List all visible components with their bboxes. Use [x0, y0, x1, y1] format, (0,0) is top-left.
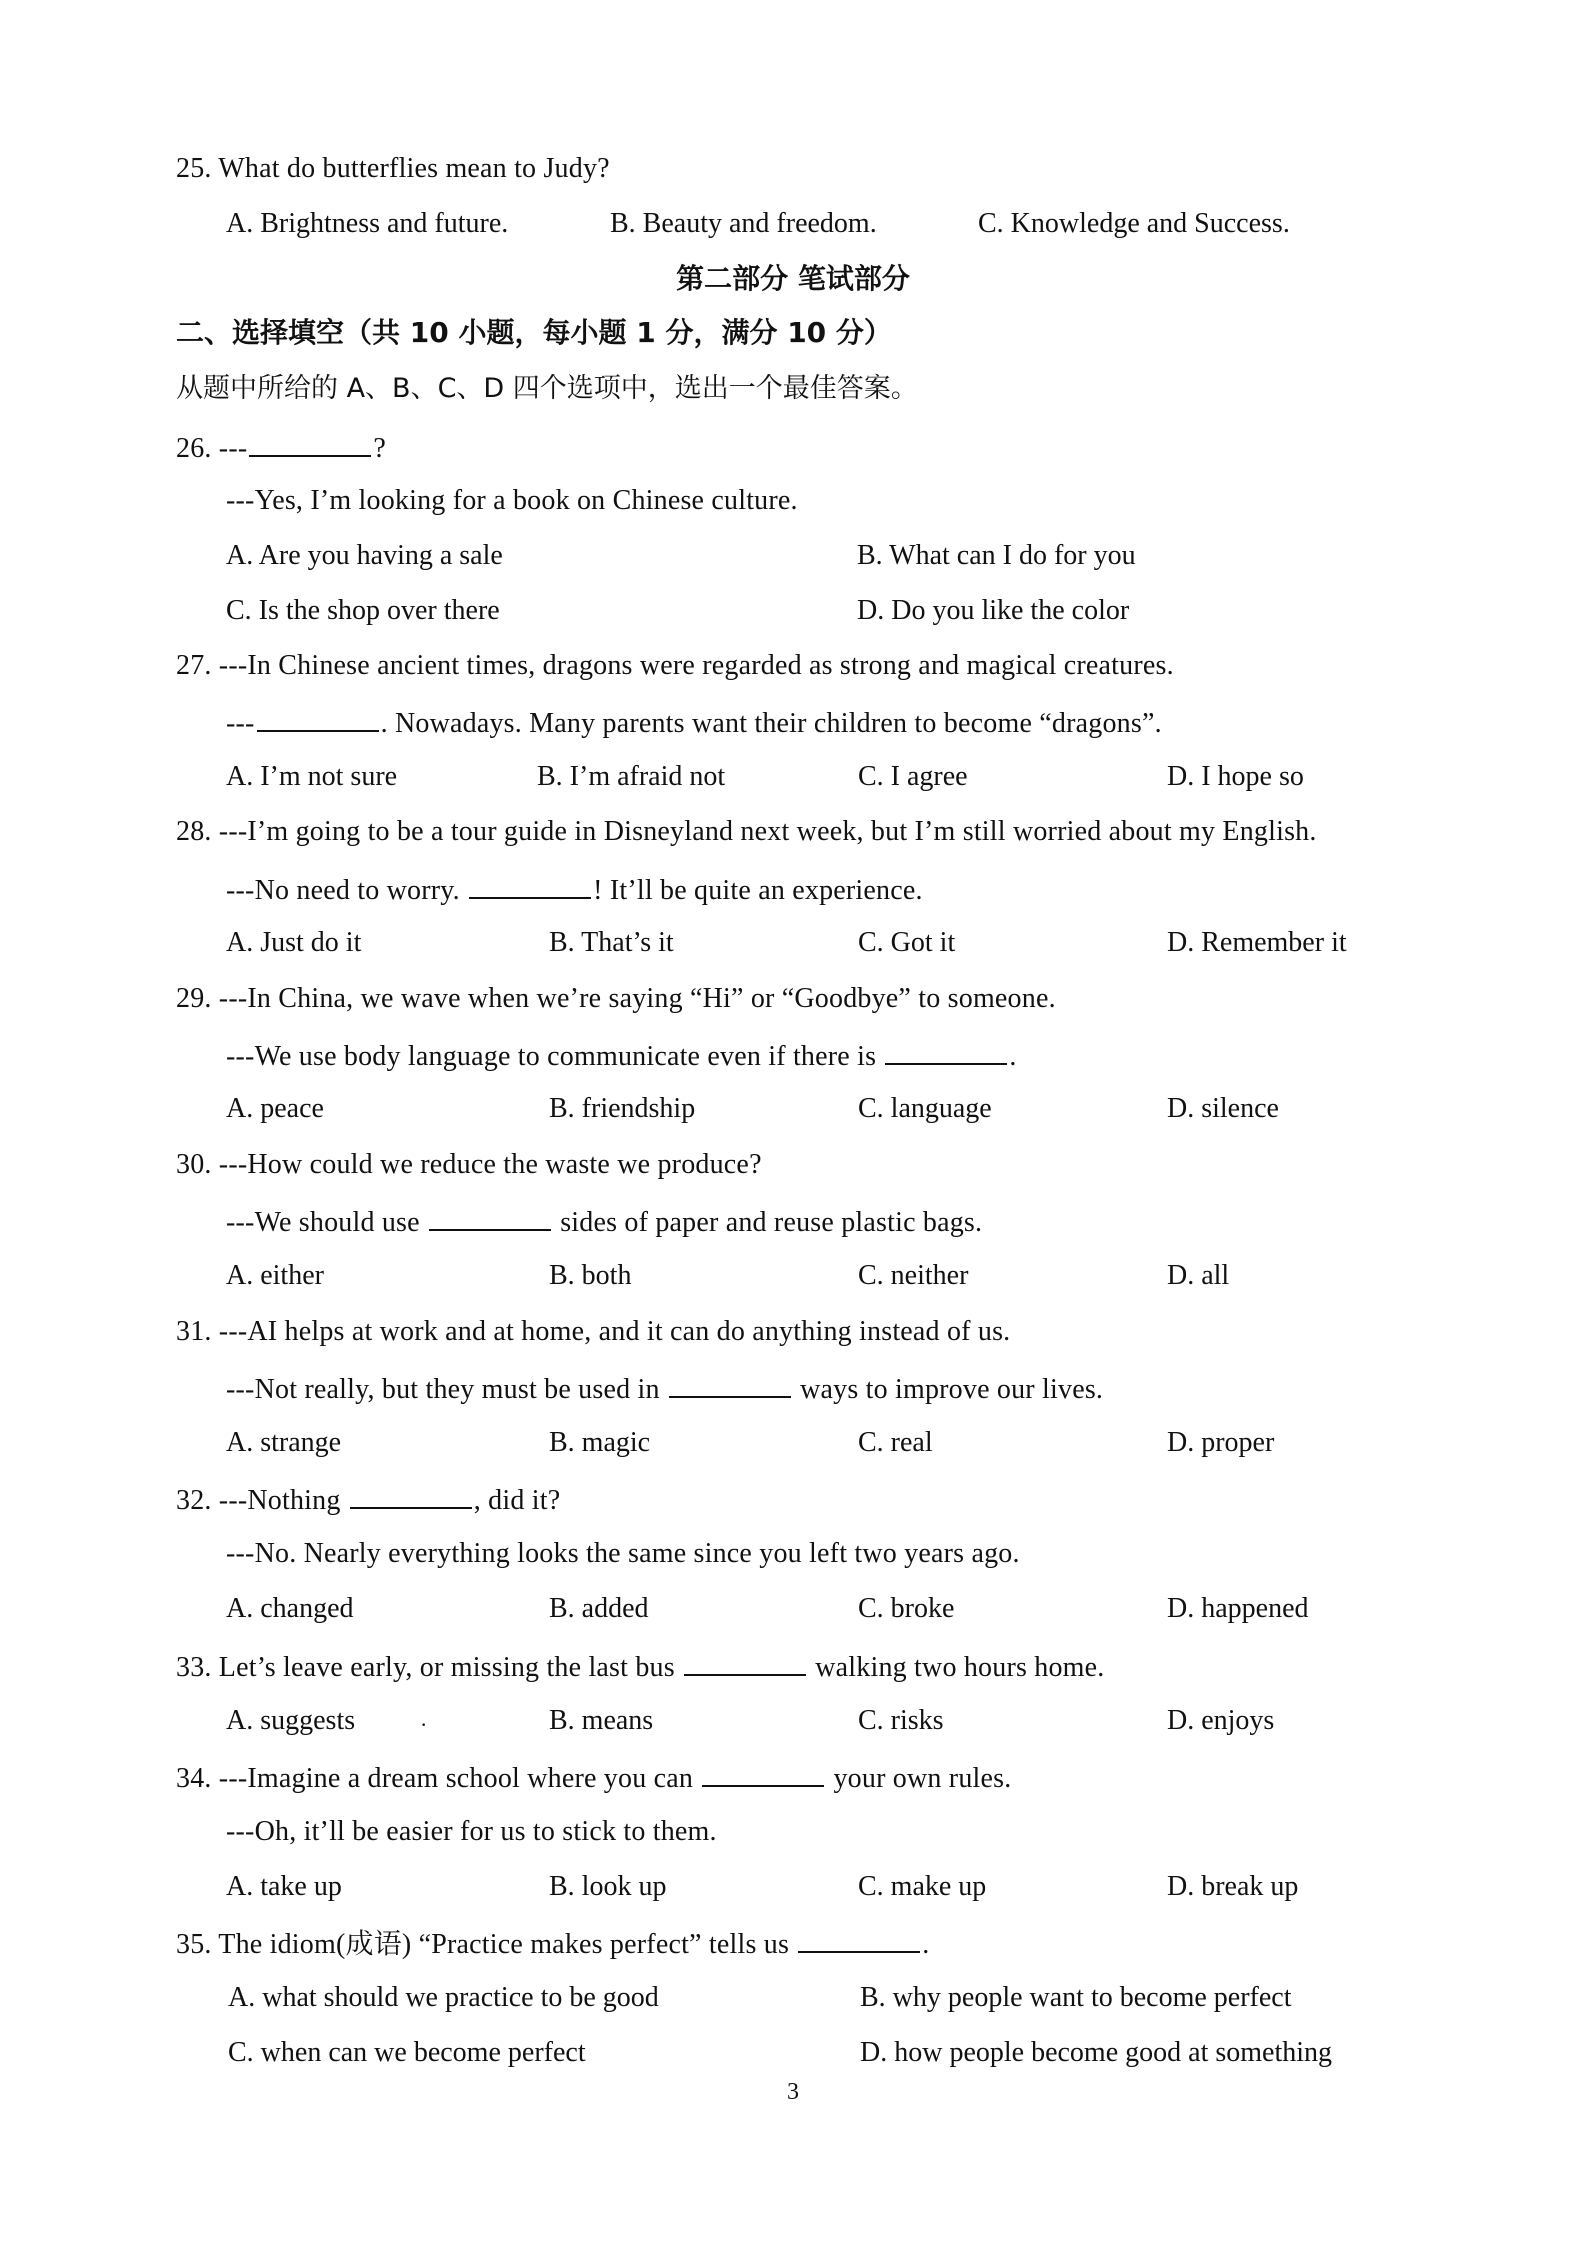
q28-option-c: C. Got it [858, 927, 956, 958]
q28-option-d: D. Remember it [1167, 927, 1347, 958]
q31-option-d: D. proper [1167, 1427, 1275, 1458]
q26-suffix: ? [373, 433, 387, 464]
q30-option-c: C. neither [858, 1260, 969, 1291]
q29-option-b: B. friendship [549, 1093, 696, 1124]
q30-suffix: sides of paper and reuse plastic bags. [553, 1207, 983, 1238]
q29-prefix: ---We use body language to communicate even if there is [226, 1041, 884, 1072]
q34-option-c: C. make up [858, 1871, 987, 1902]
q30-prefix: ---We should use [226, 1207, 427, 1238]
q34-option-b: B. look up [549, 1871, 667, 1902]
q32-blank [350, 1481, 472, 1509]
q33-option-c: C. risks [858, 1705, 944, 1736]
q27-option-b: B. I’m afraid not [537, 761, 726, 792]
q33-suffix: walking two hours home. [808, 1652, 1105, 1683]
question-33-line1 [176, 1648, 1104, 1685]
question-31-line2 [226, 1370, 1103, 1407]
question-29-line2 [226, 1037, 1017, 1074]
q31-suffix: ways to improve our lives. [792, 1374, 1104, 1405]
section-2-instruction: 从题中所给的 A、B、C、D 四个选项中，选出一个最佳答案。 [176, 373, 918, 404]
q33-prefix: 33. Let’s leave early, or missing the last bus [176, 1652, 683, 1683]
stray-dot-mark: · [420, 1712, 428, 1737]
q32-option-d: D. happened [1167, 1593, 1309, 1624]
q34-prefix: 34. ---Imagine a dream school where you can [176, 1763, 701, 1794]
question-32-line2: ---No. Nearly everything looks the same since you left two years ago. [226, 1538, 1020, 1569]
question-28-line2 [226, 871, 923, 908]
q32-option-a: A. changed [226, 1593, 354, 1624]
question-28-line1: 28. ---I’m going to be a tour guide in Disneyland next week, but I’m still worried about my English. [176, 816, 1317, 847]
q26-option-b: B. What can I do for you [857, 540, 1136, 571]
q28-option-a: A. Just do it [226, 927, 362, 958]
q28-blank [469, 871, 591, 899]
q33-blank [684, 1648, 806, 1676]
q29-blank [885, 1037, 1007, 1065]
question-29-line1: 29. ---In China, we wave when we’re saying “Hi” or “Goodbye” to someone. [176, 983, 1056, 1014]
q25-option-c: C. Knowledge and Success. [978, 208, 1290, 239]
q31-option-b: B. magic [549, 1427, 651, 1458]
q29-option-a: A. peace [226, 1093, 324, 1124]
question-30-line1: 30. ---How could we reduce the waste we produce? [176, 1149, 762, 1180]
q26-blank [249, 429, 371, 457]
q31-blank [669, 1370, 791, 1398]
q30-option-b: B. both [549, 1260, 632, 1291]
q27-option-d: D. I hope so [1167, 761, 1304, 792]
q33-option-d: D. enjoys [1167, 1705, 1275, 1736]
q26-prefix: 26. --- [176, 433, 248, 464]
q35-prefix: 35. The idiom(成语) “Practice makes perfect” tells us [176, 1929, 797, 1960]
q32-option-b: B. added [549, 1593, 649, 1624]
q35-blank [798, 1925, 920, 1953]
page-number: 3 [787, 2079, 799, 2105]
question-31-line1: 31. ---AI helps at work and at home, and it can do anything instead of us. [176, 1316, 1011, 1347]
q27-option-a: A. I’m not sure [226, 761, 398, 792]
q35-suffix: . [922, 1929, 930, 1960]
question-32-line1 [176, 1481, 560, 1518]
q34-option-a: A. take up [226, 1871, 342, 1902]
q34-option-d: D. break up [1167, 1871, 1299, 1902]
q31-option-c: C. real [858, 1427, 933, 1458]
q27-blank [257, 704, 379, 732]
q33-option-a: A. suggests [226, 1705, 356, 1736]
question-34-line2: ---Oh, it’ll be easier for us to stick to them. [226, 1816, 717, 1847]
q30-option-d: D. all [1167, 1260, 1230, 1291]
q35-option-b: B. why people want to become perfect [860, 1982, 1292, 2013]
q30-option-a: A. either [226, 1260, 324, 1291]
q32-suffix: , did it? [473, 1485, 561, 1516]
section-2-heading: 二、选择填空（共 10 小题，每小题 1 分，满分 10 分） [176, 316, 892, 349]
q29-option-d: D. silence [1167, 1093, 1279, 1124]
question-35-line1 [176, 1925, 929, 1962]
q30-blank [429, 1203, 551, 1231]
question-27-line1: 27. ---In Chinese ancient times, dragons were regarded as strong and magical creatures. [176, 650, 1174, 681]
q28-prefix: ---No need to worry. [226, 875, 468, 906]
q35-option-c: C. when can we become perfect [228, 2037, 586, 2068]
question-27-line2 [226, 704, 1162, 741]
question-30-line2 [226, 1203, 982, 1240]
q31-prefix: ---Not really, but they must be used in [226, 1374, 667, 1405]
q28-suffix: ! It’ll be quite an experience. [593, 875, 923, 906]
question-25-stem: 25. What do butterflies mean to Judy? [176, 153, 610, 184]
q32-prefix: 32. ---Nothing [176, 1485, 348, 1516]
q27-suffix: . Nowadays. Many parents want their children to become “dragons”. [380, 708, 1162, 739]
q26-option-d: D. Do you like the color [857, 595, 1130, 626]
q31-option-a: A. strange [226, 1427, 342, 1458]
q35-option-a: A. what should we practice to be good [228, 1982, 659, 2013]
question-26-line1 [176, 429, 386, 466]
q26-option-a: A. Are you having a sale [226, 540, 503, 571]
q27-prefix: --- [226, 708, 255, 739]
q29-suffix: . [1009, 1041, 1017, 1072]
part-2-title: 第二部分 笔试部分 [676, 262, 910, 295]
q35-option-d: D. how people become good at something [860, 2037, 1333, 2068]
q26-option-c: C. Is the shop over there [226, 595, 500, 626]
q25-option-a: A. Brightness and future. [226, 208, 509, 239]
q25-option-b: B. Beauty and freedom. [610, 208, 877, 239]
question-26-line2: ---Yes, I’m looking for a book on Chinese culture. [226, 485, 798, 516]
q34-suffix: your own rules. [826, 1763, 1012, 1794]
q28-option-b: B. That’s it [549, 927, 674, 958]
q33-option-b: B. means [549, 1705, 654, 1736]
question-34-line1 [176, 1759, 1011, 1796]
q29-option-c: C. language [858, 1093, 992, 1124]
q34-blank [702, 1759, 824, 1787]
q27-option-c: C. I agree [858, 761, 968, 792]
q32-option-c: C. broke [858, 1593, 955, 1624]
